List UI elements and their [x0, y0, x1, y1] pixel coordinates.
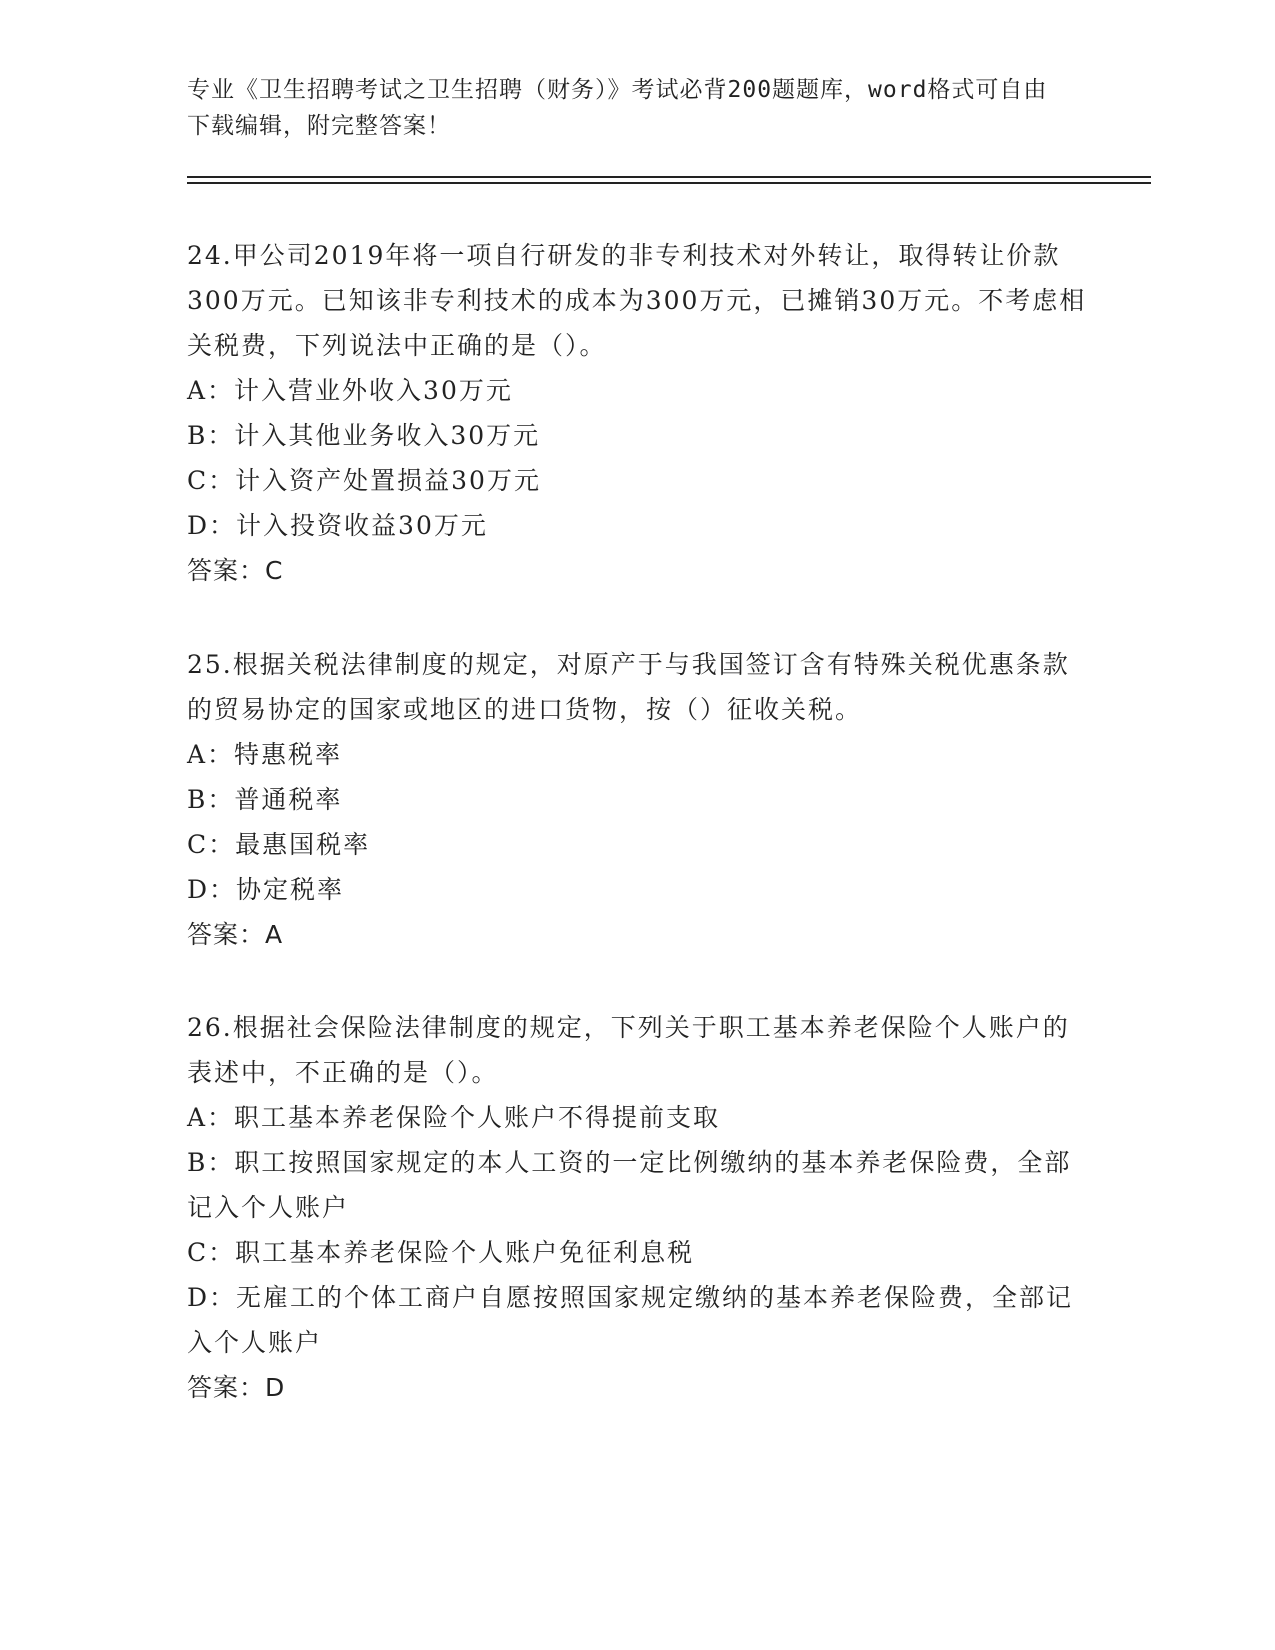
- answer: 答案：D: [187, 1373, 286, 1402]
- option-c: C：职工基本养老保险个人账户免征利息税: [187, 1238, 695, 1267]
- option-d: D：协定税率: [187, 875, 345, 904]
- question-text: 26.根据社会保险法律制度的规定，下列关于职工基本养老保险个人账户的表述中，不正确的是（）。: [187, 1013, 1070, 1087]
- answer: 答案：A: [187, 920, 284, 949]
- option-b: B：普通税率: [187, 785, 343, 814]
- option-c: C：最惠国税率: [187, 830, 371, 859]
- option-d: D：无雇工的个体工商户自愿按照国家规定缴纳的基本养老保险费，全部记入个人账户: [187, 1283, 1074, 1357]
- question-text: 24.甲公司2019年将一项自行研发的非专利技术对外转让，取得转让价款300万元。已知该非专利技术的成本为300万元，已摊销30万元。不考虑相关税费，下列说法中正确的是（）。: [187, 241, 1087, 360]
- option-a: A：职工基本养老保险个人账户不得提前支取: [187, 1103, 721, 1132]
- option-b: B：职工按照国家规定的本人工资的一定比例缴纳的基本养老保险费，全部记入个人账户: [187, 1148, 1072, 1222]
- question-26: [187, 1005, 1087, 1410]
- option-b: B：计入其他业务收入30万元: [187, 421, 541, 450]
- header-divider-bottom: [187, 182, 1151, 184]
- question-24: [187, 233, 1087, 593]
- option-a: A：计入营业外收入30万元: [187, 376, 513, 405]
- option-c: C：计入资产处置损益30万元: [187, 466, 541, 495]
- question-25: [187, 642, 1087, 957]
- option-a: A：特惠税率: [187, 740, 343, 769]
- answer: 答案：C: [187, 556, 284, 585]
- option-d: D：计入投资收益30万元: [187, 511, 488, 540]
- document-header: 专业《卫生招聘考试之卫生招聘（财务）》考试必背200题题库，word格式可自由下载编辑，附完整答案！: [187, 77, 1048, 139]
- question-text: 25.根据关税法律制度的规定，对原产于与我国签订含有特殊关税优惠条款的贸易协定的国家或地区的进口货物，按（）征收关税。: [187, 650, 1070, 724]
- header-divider-top: [187, 176, 1151, 178]
